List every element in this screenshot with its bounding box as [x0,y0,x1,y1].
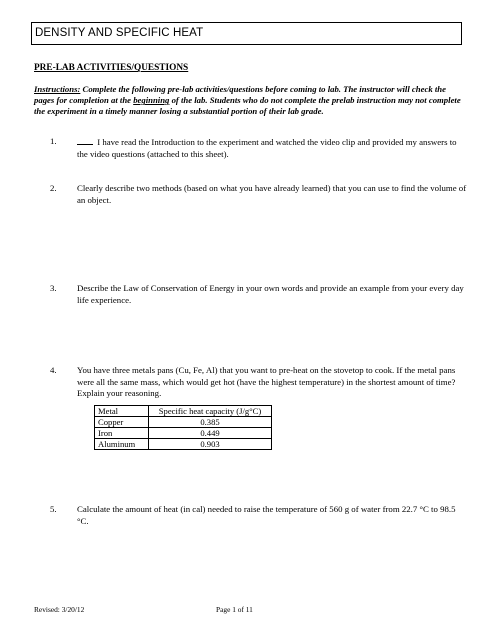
instructions-text-b: of the lab. Students who do not complete the prelab instruction may not complete the experiment in a timely manner losing a substantial portion of their lab grade. [34,95,461,117]
question-text: Clearly describe two methods (based on what you have already learned) that you can use to find the volume of an object. [77,183,467,205]
question-text: I have read the Introduction to the experiment and watched the video clip and provided my answers to the video questions (attached to this sheet). [77,137,457,159]
table-cell: Aluminum [95,439,149,450]
question-text: You have three metals pans (Cu, Fe, Al) that you want to pre-heat on the stovetop to cook. If the metal pans were all the same mass, which would get hot (have the highest temperature) in the shortest amount of time? Explain your reasoning. [77,365,456,398]
instructions-paragraph [34,84,464,118]
question-number: 2. [50,183,57,193]
instructions-label: Instructions: [34,84,81,94]
page-title: DENSITY AND SPECIFIC HEAT [35,27,204,39]
checkbox-blank[interactable] [77,136,93,145]
specific-heat-table [94,405,272,450]
footer-revised: Revised: 3/20/12 [34,605,85,614]
table-header-row [95,406,272,417]
question-number: 5. [50,504,57,514]
question-text: Calculate the amount of heat (in cal) needed to raise the temperature of 560 g of water from 22.7 °C to 98.5 °C. [77,504,456,526]
table-cell: Copper [95,417,149,428]
title-box [31,22,462,45]
question-number: 3. [50,283,57,293]
question-number: 4. [50,365,57,375]
section-heading: PRE-LAB ACTIVITIES/QUESTIONS [34,63,189,73]
table-row [95,417,272,428]
footer-page-number: Page 1 of 11 [216,605,253,614]
table-row [95,439,272,450]
table-header-cell: Metal [95,406,149,417]
instructions-emphasis: beginning [133,95,170,106]
instructions-text-a: Complete the following pre-lab activities/questions before coming to lab. The instructor will check the pages for completion at the [34,84,446,106]
question-text: Describe the Law of Conservation of Energy in your own words and provide an example from your every day life experience. [77,283,464,305]
table-header-cell: Specific heat capacity (J/g°C) [149,406,272,417]
table-cell: 0.903 [149,439,272,450]
table-row [95,428,272,439]
question-number: 1. [50,136,57,146]
table-cell: 0.385 [149,417,272,428]
table-cell: Iron [95,428,149,439]
table-cell: 0.449 [149,428,272,439]
